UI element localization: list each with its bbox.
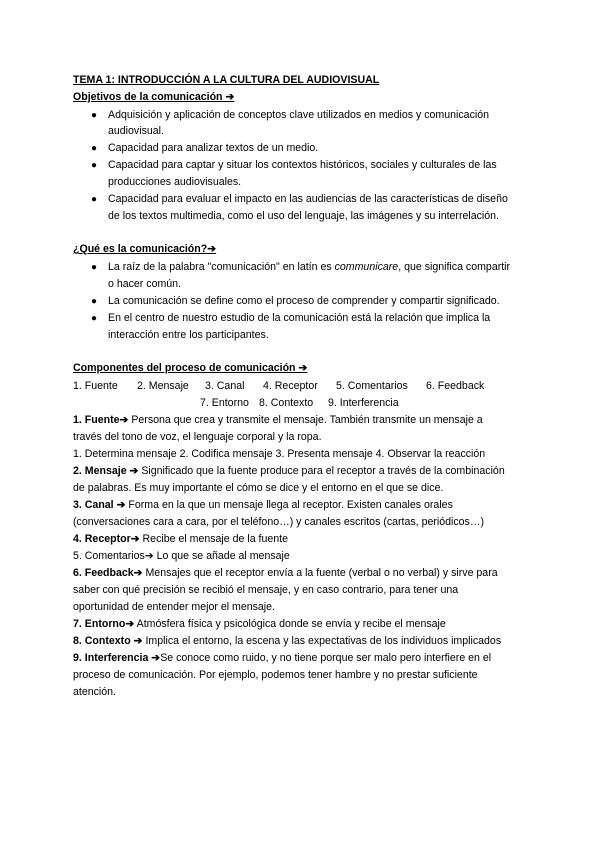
bullet-icon: ● [91, 194, 98, 205]
bullet-text: producciones audiovisuales. [108, 176, 242, 188]
definition-term: 3. Canal ➔ [73, 499, 126, 511]
bullet-text: Capacidad para evaluar el impacto en las audiencias de las características de diseño [108, 193, 508, 205]
bullet-icon: ● [91, 143, 98, 154]
definition-term: 6. Feedback➔ [73, 567, 143, 579]
definition-line: proceso de comunicación. Por ejemplo, podemos tener hambre y no prestar suficiente [73, 669, 478, 681]
definition-line: oportunidad de entender mejor el mensaje. [73, 601, 276, 613]
definition-term: 2. Mensaje ➔ [73, 465, 139, 477]
bullet-text: audiovisual. [108, 125, 164, 137]
section-heading-objetivos: Objetivos de la comunicación ➔ [73, 91, 235, 103]
bullet-text [108, 261, 510, 274]
definition-term: 9. Interferencia ➔ [73, 652, 161, 664]
definition-line: través del tono de voz, el lenguaje corporal y la ropa. [73, 431, 322, 443]
bullet-icon: ● [91, 262, 98, 273]
definition-text: Se conoce como ruido, y no tiene porque ser malo pero interfiere en el [160, 652, 492, 664]
definition-term: 7. Entorno➔ [73, 618, 135, 630]
bullet-text: En el centro de nuestro estudio de la comunicación está la relación que implica la [108, 312, 491, 324]
definition-line: 5. Comentarios➔ Lo que se añade al mensaje [73, 550, 290, 562]
component-label: 4. Receptor [263, 380, 318, 392]
definition-line: (conversaciones cara a cara, por el teléfono…) y canales escritos (cartas, periódicos…) [73, 516, 484, 528]
definition-text: Significado que la fuente produce para el receptor a través de la combinación [138, 465, 505, 477]
definition-text: Implica el entorno, la escena y las expectativas de los individuos implicados [142, 635, 502, 647]
definition-term: 1. Fuente➔ [73, 414, 129, 426]
bullet-text-part: , que significa compartir [398, 261, 511, 273]
definition-line: saber con qué precisión se recibió el mensaje, y en caso contrario, para tener una [73, 584, 459, 596]
bullet-text: Adquisición y aplicación de conceptos clave utilizados en medios y comunicación [108, 109, 489, 121]
bullet-icon: ● [91, 160, 98, 171]
definition-line [73, 414, 483, 427]
section-heading-que-es: ¿Qué es la comunicación?➔ [73, 243, 217, 255]
definition-text: Persona que crea y transmite el mensaje. También transmite un mensaje a [128, 414, 483, 426]
latin-word: communicare [334, 261, 399, 273]
component-label: 3. Canal [205, 380, 245, 392]
section-heading-componentes: Componentes del proceso de comunicación ➔ [73, 362, 308, 374]
definition-text: Recibe el mensaje de la fuente [139, 533, 288, 545]
definition-text: Mensajes que el receptor envía a la fuente (verbal o no verbal) y sirve para [142, 567, 498, 579]
component-label: 9. Interferencia [328, 397, 399, 409]
definition-line: de palabras. Es muy importante el cómo se dice y el entorno en el que se dice. [73, 482, 444, 494]
bullet-text: interacción entre los participantes. [108, 329, 269, 341]
bullet-text-part: La raíz de la palabra "comunicación" en latín es [108, 261, 335, 273]
definition-line: atención. [73, 686, 116, 698]
definition-term: 8. Contexto ➔ [73, 635, 143, 647]
bullet-text: o hacer común. [108, 278, 182, 290]
definition-text: Forma en la que un mensaje llega al receptor. Existen canales orales [125, 499, 453, 511]
bullet-text: La comunicación se define como el proceso de comprender y compartir significado. [108, 295, 500, 307]
steps-line: 1. Determina mensaje 2. Codifica mensaje 3. Presenta mensaje 4. Observar la reacción [73, 448, 486, 460]
definition-term: 4. Receptor➔ [73, 533, 140, 545]
definition-line [73, 652, 491, 665]
bullet-icon: ● [91, 110, 98, 121]
bullet-text: Capacidad para analizar textos de un medio. [108, 142, 319, 154]
component-label: 6. Feedback [426, 380, 485, 392]
component-label: 5. Comentarios [336, 380, 408, 392]
definition-line [73, 465, 505, 478]
definition-line [73, 618, 446, 631]
definition-line [73, 567, 498, 580]
bullet-icon: ● [91, 296, 98, 307]
bullet-text: de los textos multimedia, como el uso del lenguaje, las imágenes y su interrelación. [108, 210, 499, 222]
component-label: 1. Fuente [73, 380, 118, 392]
component-label: 7. Entorno [200, 397, 249, 409]
definition-text: Atmósfera física y psicológica donde se envía y recibe el mensaje [134, 618, 446, 630]
definition-line [73, 499, 453, 512]
document-title: TEMA 1: INTRODUCCIÓN A LA CULTURA DEL AUDIOVISUAL [73, 74, 380, 86]
definition-line [73, 635, 501, 648]
bullet-text: Capacidad para captar y situar los contextos históricos, sociales y culturales de las [108, 159, 497, 171]
component-label: 8. Contexto [259, 397, 314, 409]
definition-line [73, 533, 288, 546]
component-label: 2. Mensaje [137, 380, 189, 392]
bullet-icon: ● [91, 313, 98, 324]
